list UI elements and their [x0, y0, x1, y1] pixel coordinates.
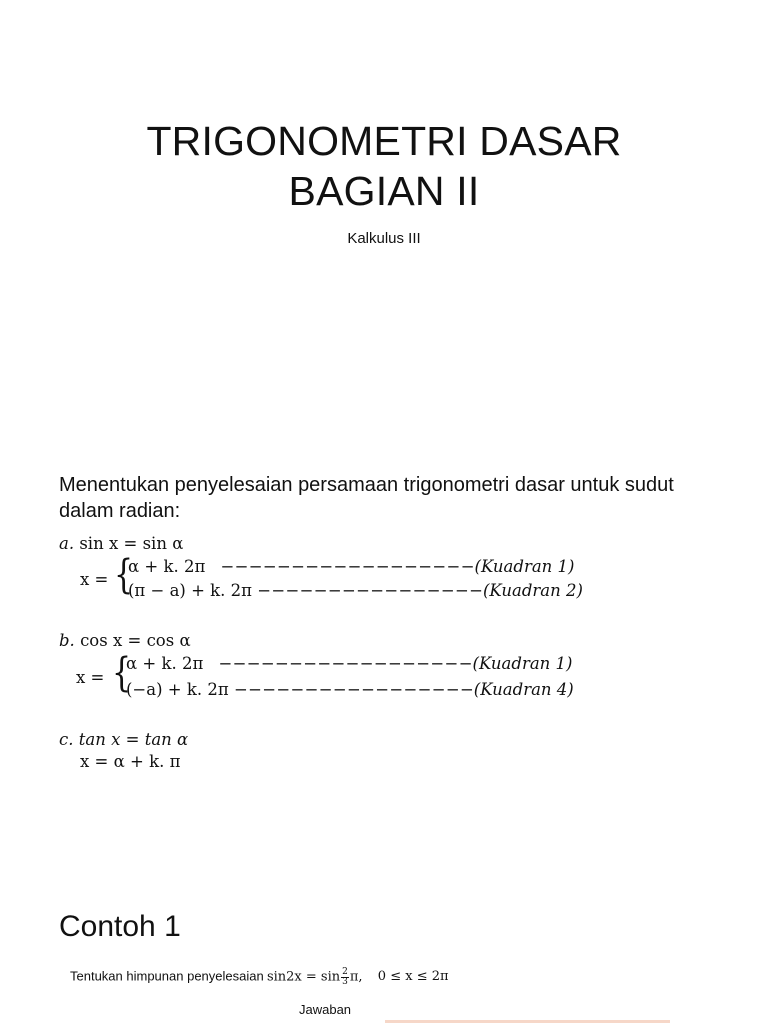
- item-c: [59, 728, 188, 752]
- item-b-case1-dashes: −−−−−−−−−−−−−−−−−: [218, 654, 459, 673]
- item-b-x-eq: x =: [76, 668, 105, 687]
- item-b-case2-expr: (−a) + k. 2π: [126, 680, 229, 699]
- accent-divider: [385, 1020, 670, 1023]
- item-a-label: a.: [59, 534, 75, 553]
- item-c-solution: x = α + k. π: [80, 752, 181, 771]
- fraction-denominator: 3: [342, 977, 348, 987]
- item-b-case2: [126, 678, 574, 702]
- item-a-equation: sin x = sin α: [79, 534, 184, 553]
- item-a-case1-expr: α + k. 2π: [128, 557, 206, 576]
- intro-text: Menentukan penyelesaian persamaan trigonometri dasar untuk sudut dalam radian:: [59, 474, 674, 522]
- example-problem: [70, 968, 449, 987]
- item-b-case2-dashes: −−−−−−−−−−−−−−−−: [233, 680, 460, 699]
- item-a-case1-dashes: −−−−−−−−−−−−−−−−−: [220, 557, 461, 576]
- item-c-label: c.: [59, 730, 74, 749]
- item-c-equation: tan x = tan α: [78, 730, 189, 749]
- item-a-case2-expr: (π − a) + k. 2π: [128, 581, 253, 600]
- item-b-case2-note: −(Kuadran 4): [459, 680, 574, 699]
- slide-title-line2: BAGIAN II: [288, 168, 480, 214]
- answer-label: Jawaban: [299, 1002, 352, 1017]
- item-b-case1-expr: α + k. 2π: [126, 654, 204, 673]
- item-b-case1: [126, 652, 572, 676]
- item-a-case2: [128, 579, 583, 603]
- example-heading: Contoh 1: [59, 910, 181, 943]
- item-b-case1-note: −(Kuadran 1): [458, 654, 573, 673]
- item-a-case1: [128, 555, 574, 579]
- left-brace: {: [112, 650, 132, 696]
- item-a-case2-dashes: −−−−−−−−−−−−−−−: [257, 581, 470, 600]
- item-a-case2-note: −(Kuadran 2): [469, 581, 583, 600]
- example-problem-text: Tentukan himpunan penyelesaian: [70, 968, 264, 984]
- fraction-numerator: 2: [342, 967, 348, 977]
- item-b-label: b.: [59, 631, 75, 650]
- example-problem-eq: sin2x = sin: [266, 969, 341, 985]
- item-a-x-eq: x =: [80, 570, 109, 589]
- left-brace: {: [114, 552, 134, 598]
- slide-subtitle: Kalkulus III: [347, 230, 421, 247]
- item-b-equation: cos x = cos α: [80, 631, 191, 650]
- slide-title-line1: TRIGONOMETRI DASAR: [146, 118, 622, 164]
- example-problem-pi: π,: [349, 969, 363, 985]
- example-fraction: [341, 968, 349, 987]
- item-a-case1-note: −(Kuadran 1): [460, 557, 575, 576]
- example-problem-range: 0 ≤ x ≤ 2π: [377, 969, 449, 985]
